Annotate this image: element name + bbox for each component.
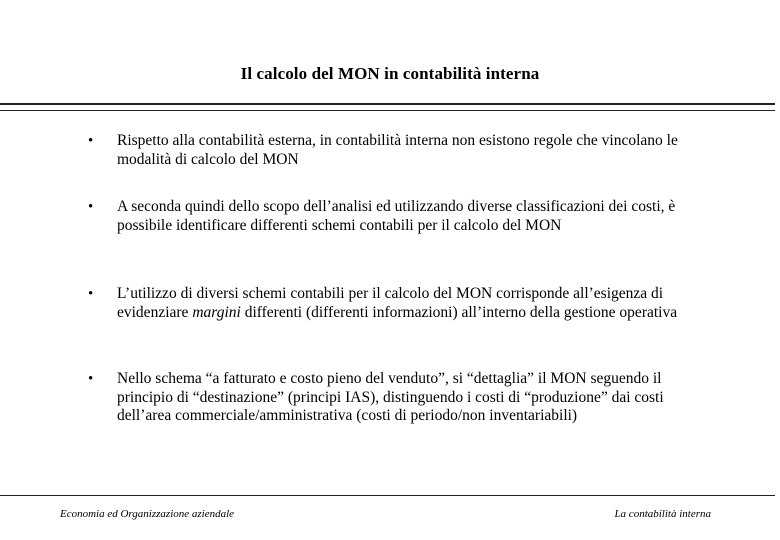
- footer-section-name: La contabilità interna: [614, 508, 711, 520]
- bullet-text: Rispetto alla contabilità esterna, in contabilità interna non esistono regole che vincolano le modalità di calcolo del MON: [117, 132, 678, 168]
- bullet-item: [88, 370, 698, 426]
- footer-course-name: Economia ed Organizzazione aziendale: [60, 508, 235, 520]
- bullet-icon: •: [88, 371, 94, 387]
- bullet-icon: •: [88, 133, 94, 149]
- bullet-text: Nello schema “a fatturato e costo pieno del venduto”, si “dettaglia” il MON seguendo il principio di “destinazione” (principi IAS), distinguendo i costi di “produzione” dai costi dell’area commerciale/amministrativa (costi di periodo/non inventariabili): [117, 370, 664, 424]
- bullet-text: A seconda quindi dello scopo dell’analisi ed utilizzando diverse classificazioni dei costi, è possibile identificare differenti schemi contabili per il calcolo del MON: [117, 198, 676, 234]
- bullet-item: [88, 285, 698, 322]
- bullet-icon: •: [88, 286, 94, 302]
- bullet-icon: •: [88, 199, 94, 215]
- emphasis-margini: margini: [192, 303, 241, 321]
- slide-title: Il calcolo del MON in contabilità interna: [240, 64, 540, 83]
- bullet-item: [88, 198, 698, 235]
- bullet-item: [88, 132, 698, 169]
- footer-divider: [0, 495, 775, 496]
- bullet-text: [117, 285, 698, 322]
- bullet-text-part: L’utilizzo di diversi schemi contabili per il calcolo del MON corrisponde all’esigenza di evidenziare: [117, 285, 664, 321]
- bullet-text-part: differenti (differenti informazioni) all’interno della gestione operativa: [240, 303, 678, 321]
